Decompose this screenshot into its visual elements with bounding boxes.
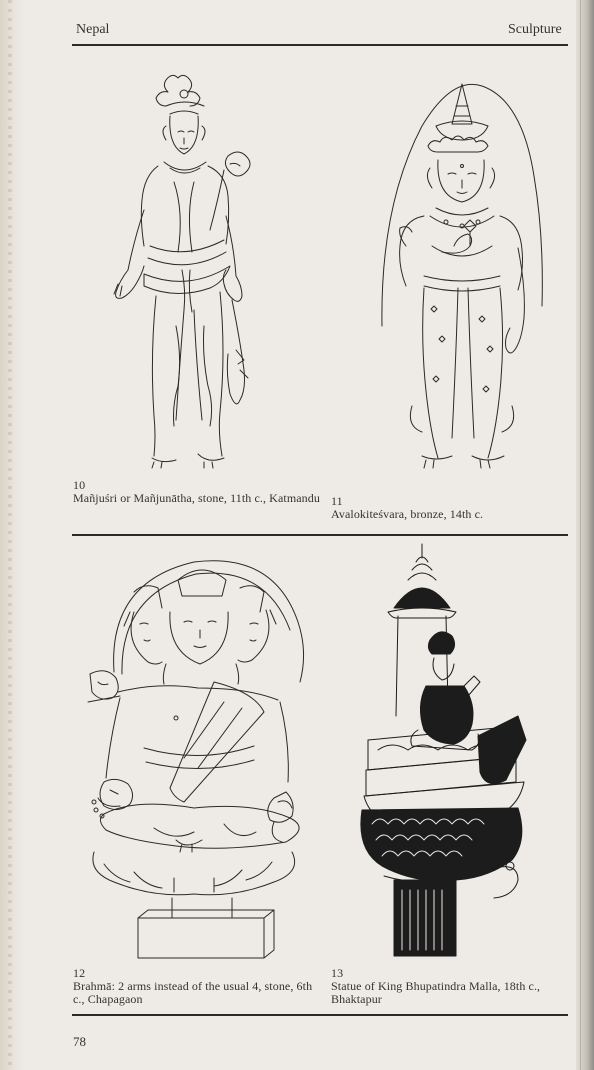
figure-11-caption-text: Avalokiteśvara, bronze, 14th c. xyxy=(331,507,484,521)
figure-10-illustration xyxy=(100,70,270,470)
running-header-left: Nepal xyxy=(76,22,110,37)
section-rule xyxy=(72,534,568,536)
figure-13-caption-text: Statue of King Bhupatindra Malla, 18th c., Bhaktapur xyxy=(331,979,541,1006)
figure-13-illustration xyxy=(358,540,530,960)
figure-10-caption-text: Mañjuśri or Mañjunātha, stone, 11th c., Katmandu xyxy=(73,491,320,505)
figure-12-caption xyxy=(73,967,323,1006)
figure-12-caption-text: Brahmā: 2 arms instead of the usual 4, stone, 6th c., Chapagaon xyxy=(73,979,313,1006)
figure-11-caption xyxy=(331,495,571,521)
figure-10-caption xyxy=(73,479,323,505)
page-number: 78 xyxy=(73,1034,86,1049)
book-binding-shadow xyxy=(0,0,26,1070)
page-edge-shadow xyxy=(576,0,594,1070)
figure-12-illustration xyxy=(74,552,326,962)
figure-10-number: 10 xyxy=(73,478,86,492)
header-rule xyxy=(72,44,568,46)
footer-rule xyxy=(72,1014,568,1016)
figure-12-number: 12 xyxy=(73,966,86,980)
figure-13-caption xyxy=(331,967,571,1006)
figure-11-number: 11 xyxy=(331,494,343,508)
figure-11-illustration xyxy=(372,76,552,470)
figure-13-number: 13 xyxy=(331,966,344,980)
running-header-right: Sculpture xyxy=(508,22,562,37)
